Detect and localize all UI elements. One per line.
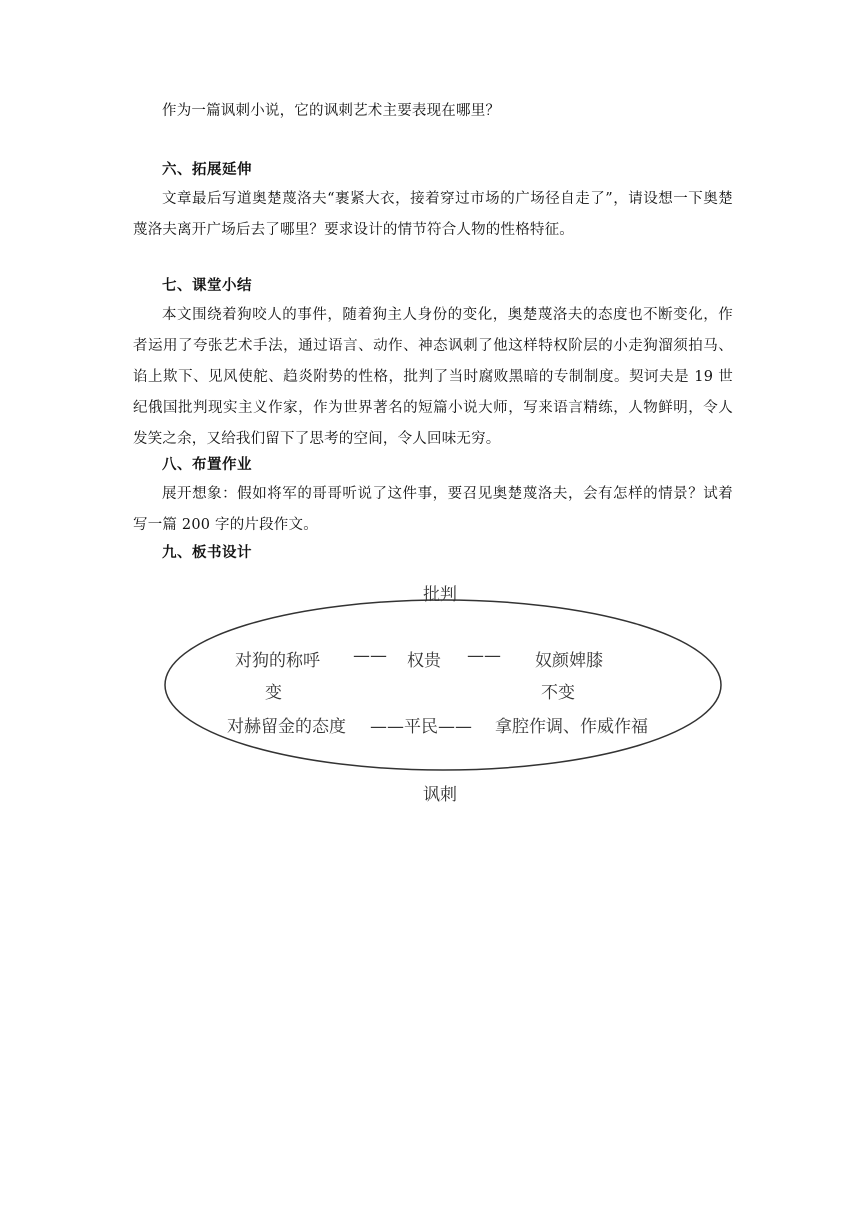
board-row1-left: 对狗的称呼 [235, 651, 320, 671]
board-row1-right: 奴颜婢膝 [535, 651, 603, 671]
board-bottom-label: 讽刺 [423, 785, 457, 805]
section-body-summary: 本文围绕着狗咬人的事件，随着狗主人身份的变化，奥楚蔑洛夫的态度也不断变化，作者运用了夸张艺术手法，通过语言、动作、神态讽刺了他这样特权阶层的小走狗溜须拍马、谄上欺下、见风使舵、趋炎附势的性格，批判了当时腐败黑暗的专制制度。契诃夫是 19 世纪俄国批判现实主义作家，作为世界著名的短篇小说大师，写来语言精练，人物鲜明，令人发笑之余，又给我们留下了思考的空间，令人回味无穷。 [133, 307, 733, 447]
board-row1-middle: 权贵 [407, 651, 441, 671]
board-row3-right: 拿腔作调、作威作福 [495, 717, 648, 737]
board-row1-dash1: —— [353, 646, 387, 666]
question-paragraph: 作为一篇讽刺小说，它的讽刺艺术主要表现在哪里？ [162, 103, 501, 119]
board-row3-left: 对赫留金的态度 [227, 717, 346, 737]
section-heading-board-design: 九、板书设计 [162, 545, 252, 561]
board-top-label: 批判 [423, 585, 457, 605]
board-row2-right: 不变 [541, 683, 575, 703]
section-heading-extension: 六、拓展延伸 [162, 162, 252, 178]
section-heading-summary: 七、课堂小结 [162, 278, 252, 294]
board-row3-middle: ——平民—— [370, 717, 472, 737]
board-row2-left: 变 [265, 683, 282, 703]
board-row1-dash2: —— [467, 646, 501, 666]
board-design-ellipse [165, 600, 721, 770]
board-design-figure [160, 572, 727, 805]
section-body-homework: 展开想象：假如将军的哥哥听说了这件事，要召见奥楚蔑洛夫，会有怎样的情景？试着写一篇 200 字的片段作文。 [133, 486, 733, 533]
section-body-extension: 文章最后写道奥楚蔑洛夫“裹紧大衣，接着穿过市场的广场径自走了”，请设想一下奥楚蔑洛夫离开广场后去了哪里？要求设计的情节符合人物的性格特征。 [133, 191, 733, 238]
board-design-ellipse-svg [160, 572, 727, 802]
section-heading-homework: 八、布置作业 [162, 457, 252, 473]
